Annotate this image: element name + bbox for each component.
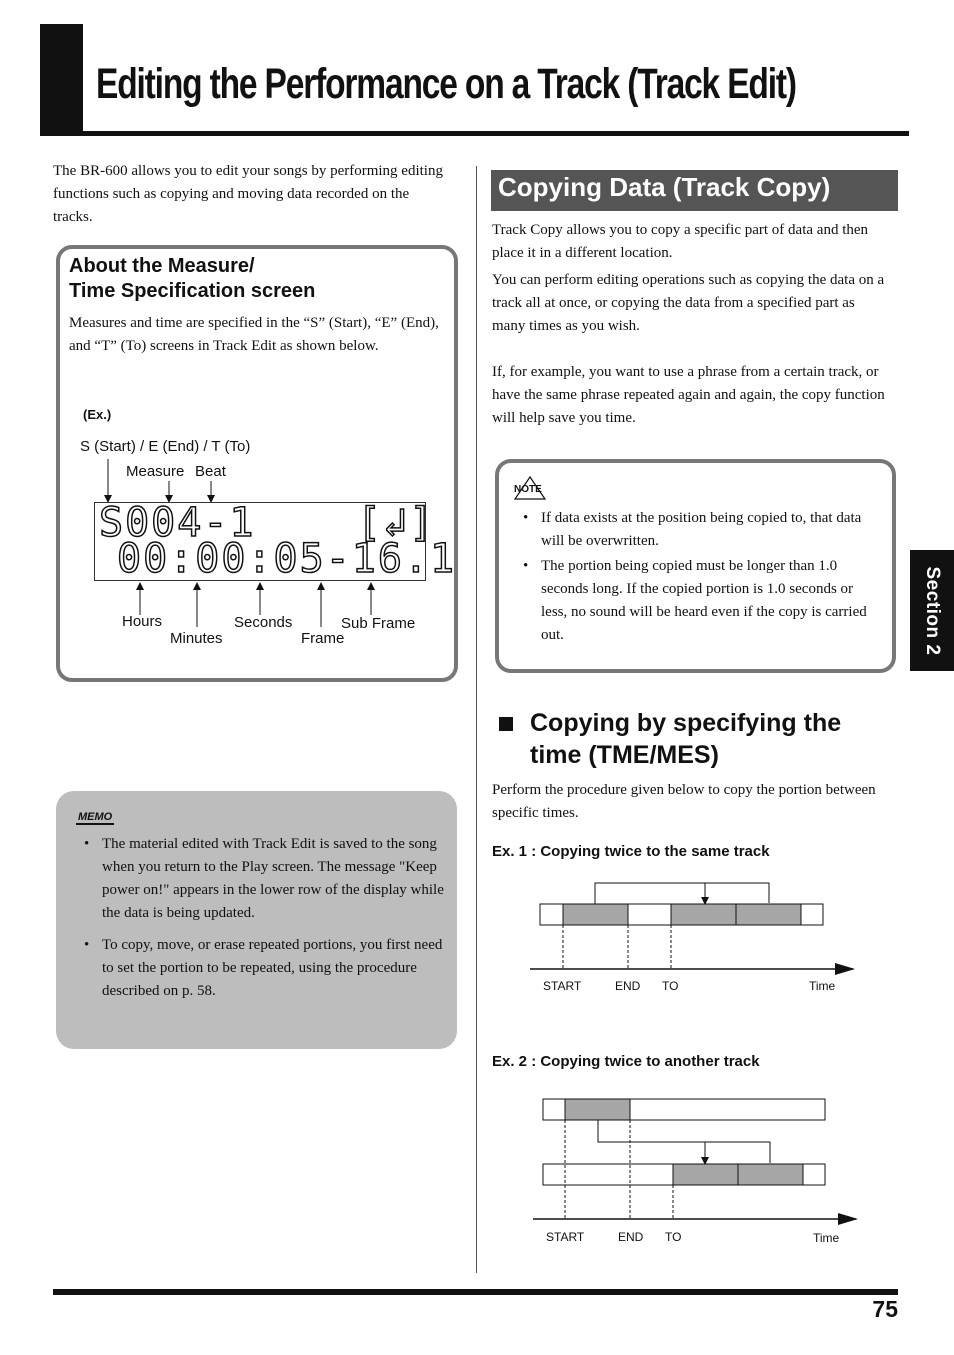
example-label: (Ex.) [83,407,112,422]
paragraph-3: If, for example, you want to use a phrase from a certain track, or have the same phrase repeated again and again, the copy function will help save you time. [492,364,885,426]
about-heading [69,254,315,304]
column-divider [476,166,477,1273]
ex2-time-label: Time [813,1231,840,1245]
ex1-label: Ex. 1 : Copying twice to the same track [492,843,770,860]
subsection-bullet [499,717,513,731]
ex2-start-label: START [546,1230,585,1244]
section-title: Copying Data (Track Copy) [498,172,831,202]
lcd-display [94,500,457,582]
about-body: Measures and time are specified in the “S” (Start), “E” (End), and “T” (To) screens in Track Edit as shown below. [69,315,439,354]
note-list [519,507,879,647]
note-badge: NOTE [514,484,542,495]
lcd-line1-icon: [↲] [357,500,436,546]
page-number: 75 [872,1296,898,1322]
memo-badge: MEMO [78,811,113,823]
footer-rule [53,1289,898,1295]
hours-label: Hours [122,613,163,630]
lcd-line1: S004-1 [99,500,256,546]
ex2-diagram [528,1090,868,1230]
ex1-to-label: TO [662,979,679,993]
ex2-end-label: END [618,1230,644,1244]
memo-list [80,833,444,1003]
ex1-start-label: START [543,979,582,993]
minutes-label: Minutes [170,630,223,647]
note-item: • If data exists at the position being copied to, that data will be overwritten. [519,507,879,553]
paragraph-2: You can perform editing operations such as copying the data on a track all at once, or copying the data from a specified part as many times as you wish. [492,272,885,334]
subsection-intro: Perform the procedure given below to copy the portion between specific times. [492,782,876,821]
paragraph-1: Track Copy allows you to copy a specific part of data and then place it in a different location. [492,222,869,261]
header-rule [40,131,909,136]
note-item: • The portion being copied must be longer than 1.0 seconds long. If the copied portion is 1.0 seconds or less, no sound will be heard even if the copy is carried out. [519,555,879,647]
memo-item: • To copy, move, or erase repeated portions, you first need to set the portion to be repeated, using the procedure described on p. 58. [80,934,444,1003]
ex1-diagram [525,875,865,985]
page-title: Editing the Performance on a Track (Track Edit) [96,60,796,108]
beat-label: Beat [195,463,226,480]
start-end-to-label: S (Start) / E (End) / T (To) [80,438,251,455]
lcd-line2: 00:00:05-16.1 [117,536,457,582]
memo-item: • The material edited with Track Edit is saved to the song when you return to the Play screen. The message "Keep power on!" appears in the lower row of the display while the data is being updated. [80,833,444,925]
intro-paragraph: The BR-600 allows you to edit your songs by performing editing functions such as copying and moving data recorded on the tracks. [53,163,443,225]
about-heading-line2: Time Specification screen [69,280,316,302]
seconds-label: Seconds [234,614,293,631]
ex1-end-label: END [615,979,641,993]
subframe-label: Sub Frame [341,615,416,632]
measure-label: Measure [126,463,185,480]
about-heading-line1: About the Measure/ [69,255,255,277]
header-block [40,24,83,134]
frame-label: Frame [301,630,345,647]
ex2-to-label: TO [665,1230,682,1244]
subsection-title: Copying by specifying the time (TME/MES) [530,709,842,769]
ex1-time-label: Time [809,979,836,993]
ex2-label: Ex. 2 : Copying twice to another track [492,1053,760,1070]
section-tab [910,550,954,671]
section-tab-label: Section 2 [922,566,943,655]
